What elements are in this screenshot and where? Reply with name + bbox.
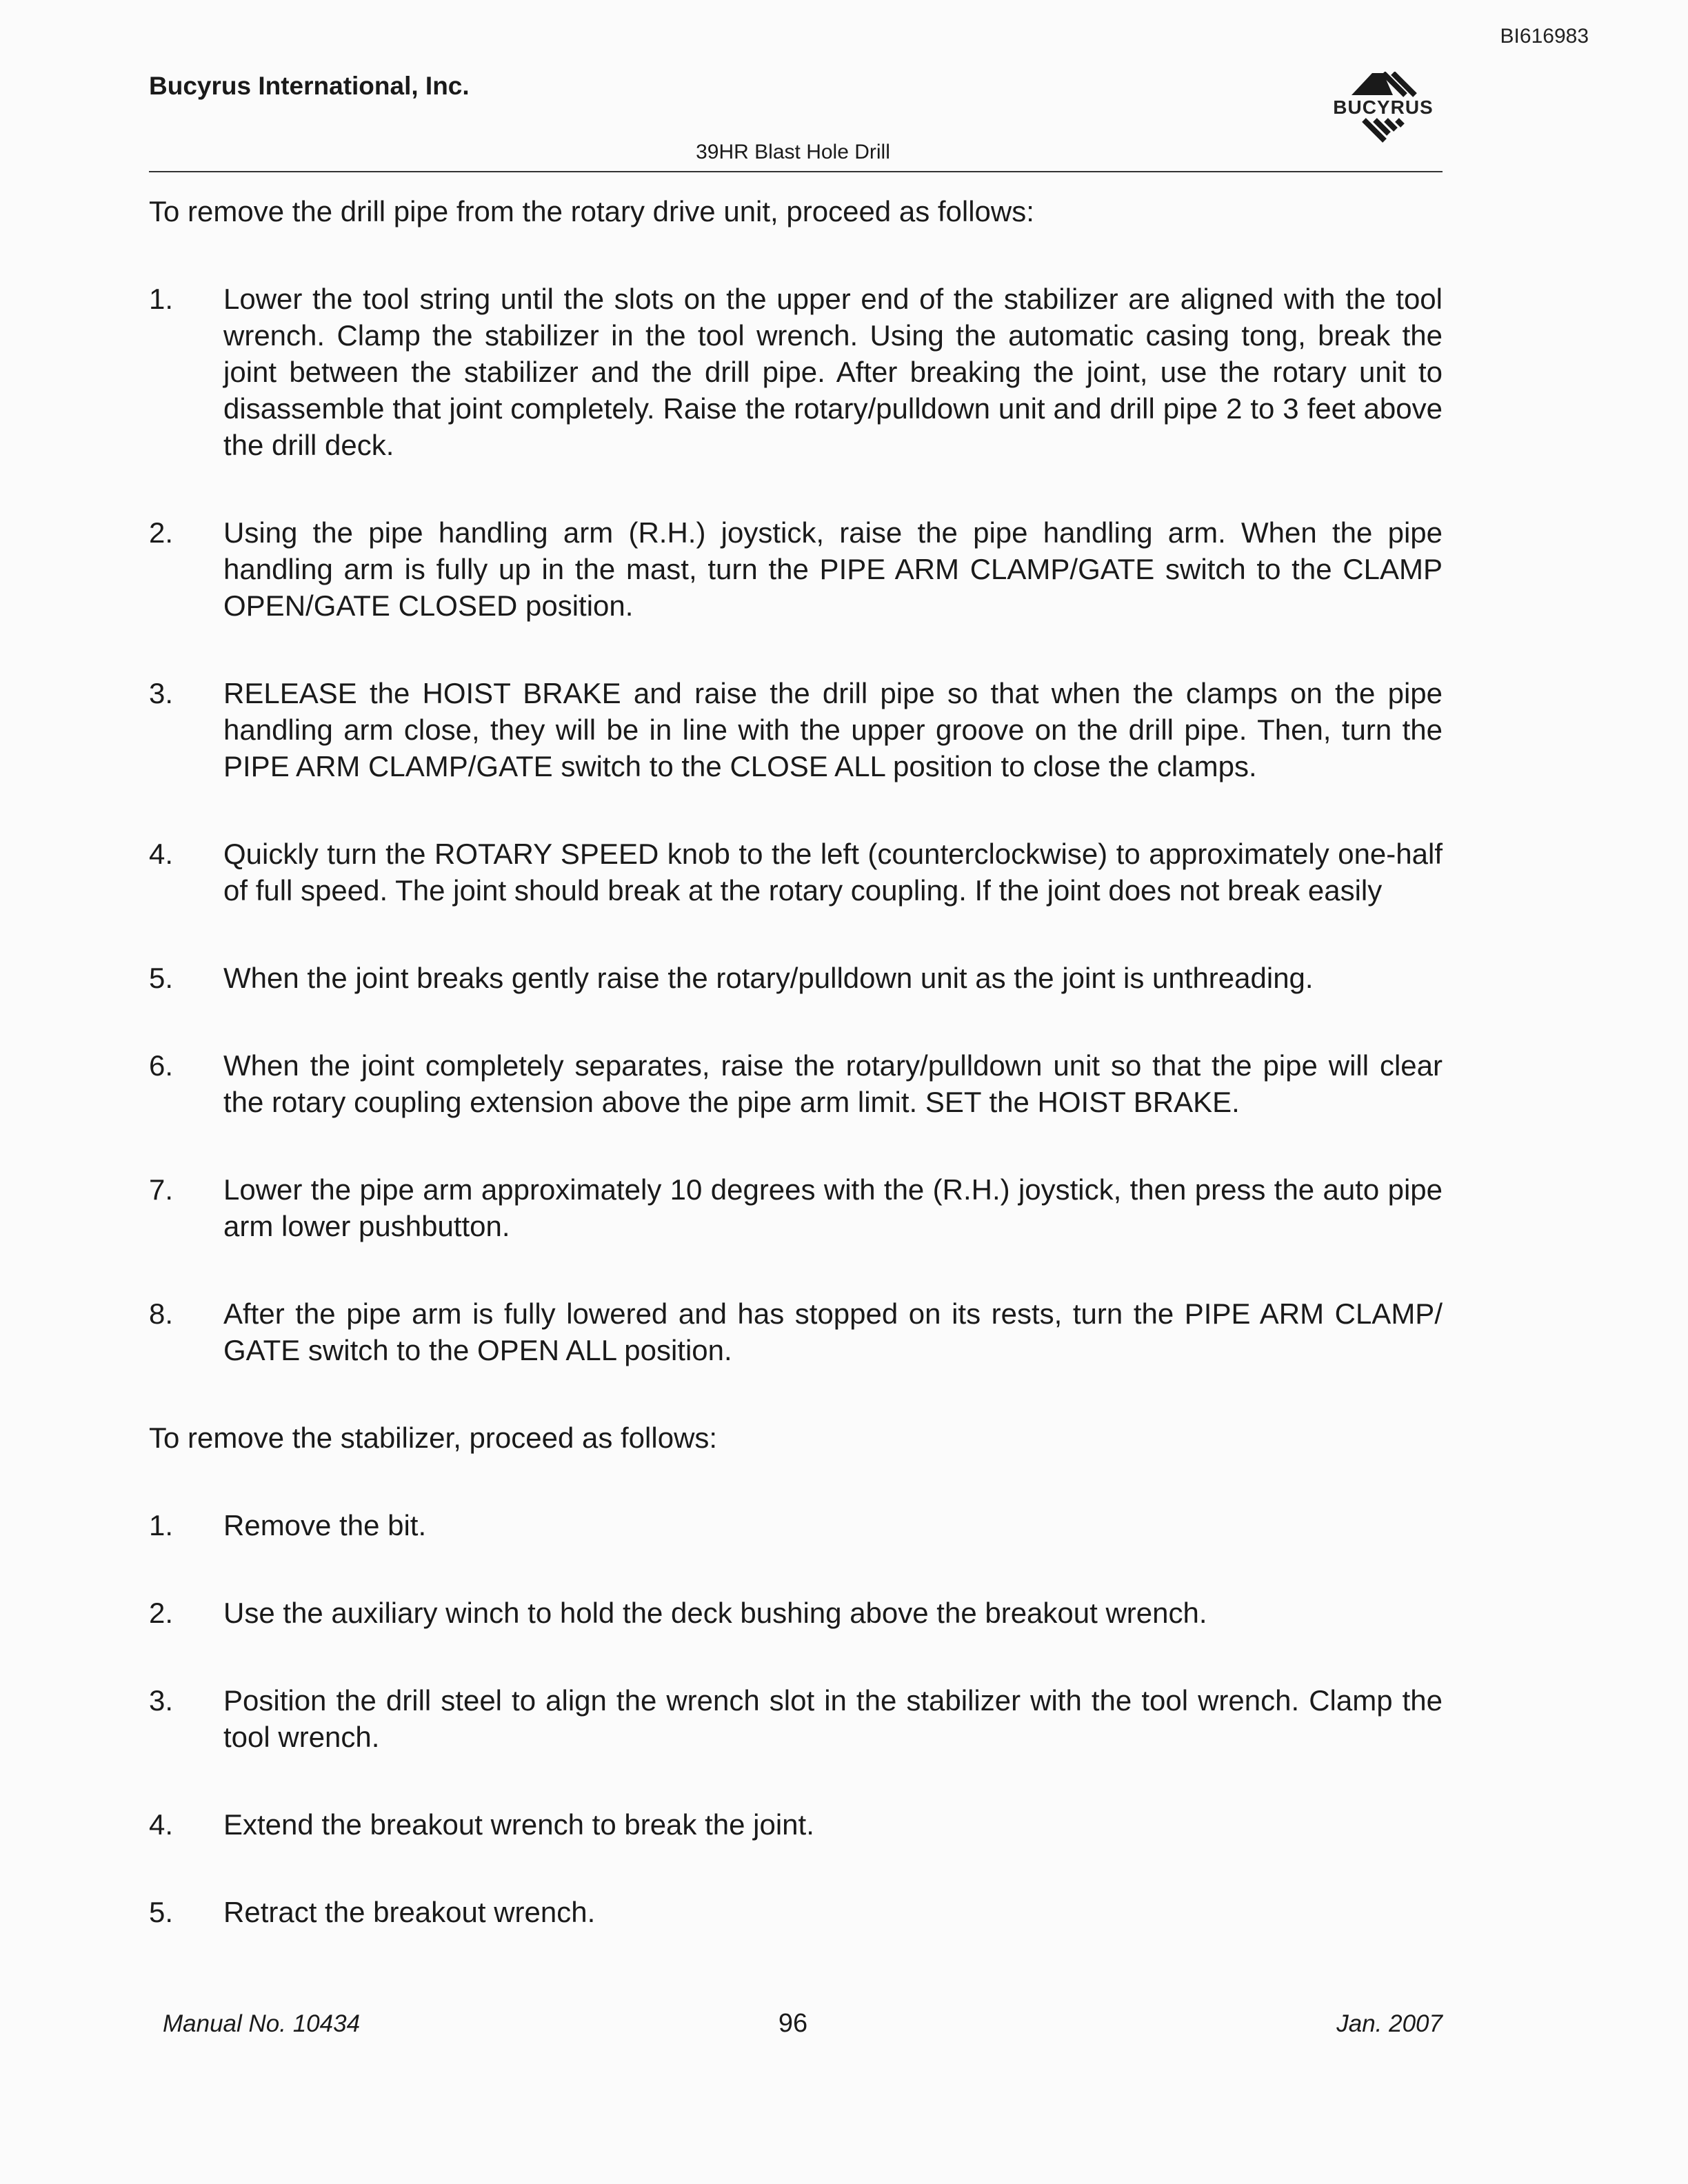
- section1-step: [149, 514, 1443, 624]
- step-text: Remove the bit.: [223, 1509, 427, 1541]
- step-text: Position the drill steel to align the wrench slot in the stabilizer with the tool wrench. Clamp the tool wrench.: [223, 1684, 1443, 1753]
- step-number: 2.: [149, 516, 174, 549]
- step-number: 4.: [149, 838, 174, 870]
- step-text: RELEASE the HOIST BRAKE and raise the drill pipe so that when the clamps on the pipe handling arm close, they will be in line with the upper groove on the drill pipe. Then, turn the PIPE ARM CLAMP/GATE switch to the CLOSE ALL position to close the clamps.: [223, 677, 1443, 782]
- section2-intro: To remove the stabilizer, proceed as follows:: [149, 1422, 718, 1454]
- step-number: 6.: [149, 1049, 174, 1082]
- step-number: 5.: [149, 1896, 174, 1928]
- step-text: After the pipe arm is fully lowered and has stopped on its rests, turn the PIPE ARM CLAMP/ GATE switch to the OPEN ALL position.: [223, 1297, 1443, 1366]
- step-text: Extend the breakout wrench to break the joint.: [223, 1808, 814, 1841]
- page-number: 96: [778, 2009, 808, 2038]
- section1-step: [149, 281, 1443, 463]
- section1-step: [149, 675, 1443, 785]
- step-text: Lower the pipe arm approximately 10 degrees with the (R.H.) joystick, then press the auto pipe arm lower pushbutton.: [223, 1173, 1443, 1242]
- section1-step: [149, 836, 1443, 909]
- section2-step: [149, 1682, 1443, 1755]
- step-text: Lower the tool string until the slots on the upper end of the stabilizer are aligned with the tool wrench. Clamp the stabilizer in the tool wrench. Using the automatic casing tong, break the joint between the stabilizer and the drill pipe. After breaking the joint, use the rotary unit to disassemble that joint completely. Raise the rotary/pulldown unit and drill pipe 2 to 3 feet above the drill deck.: [223, 283, 1443, 461]
- step-text: Using the pipe handling arm (R.H.) joystick, raise the pipe handling arm. When the pipe handling arm is fully up in the mast, turn the PIPE ARM CLAMP/GATE switch to the CLAMP OPEN/GATE CLOSED position.: [223, 516, 1443, 622]
- step-number: 4.: [149, 1808, 174, 1841]
- document-id: BI616983: [1500, 25, 1589, 48]
- document-body: [149, 193, 1443, 1981]
- section1-intro: To remove the drill pipe from the rotary drive unit, proceed as follows:: [149, 195, 1034, 228]
- manual-number: Manual No. 10434: [163, 2010, 361, 2037]
- step-number: 1.: [149, 283, 174, 315]
- section2-step: [149, 1595, 1443, 1631]
- page-subtitle: 39HR Blast Hole Drill: [696, 141, 890, 163]
- section1-step: [149, 1295, 1443, 1368]
- section2-step: [149, 1507, 1443, 1544]
- section1-step: [149, 1171, 1443, 1244]
- step-text: When the joint completely separates, raise the rotary/pulldown unit so that the pipe will clear the rotary coupling extension above the pipe arm limit. SET the HOIST BRAKE.: [223, 1049, 1443, 1118]
- step-number: 5.: [149, 962, 174, 994]
- step-number: 3.: [149, 1684, 174, 1717]
- step-text: Quickly turn the ROTARY SPEED knob to the left (counterclockwise) to approximately one-half of full speed. The joint should break at the rotary coupling. If the joint does not break easily: [223, 838, 1443, 907]
- step-text: Retract the breakout wrench.: [223, 1896, 596, 1928]
- step-number: 7.: [149, 1173, 174, 1206]
- step-number: 3.: [149, 677, 174, 709]
- step-text: Use the auxiliary winch to hold the deck bushing above the breakout wrench.: [223, 1597, 1207, 1629]
- step-number: 1.: [149, 1509, 174, 1541]
- step-number: 8.: [149, 1297, 174, 1330]
- section1-step: [149, 1047, 1443, 1120]
- step-text: When the joint breaks gently raise the rotary/pulldown unit as the joint is unthreading.: [223, 962, 1314, 994]
- publication-date: Jan. 2007: [1336, 2010, 1443, 2037]
- logo-wordmark: BUCYRUS: [1333, 97, 1434, 118]
- step-number: 2.: [149, 1597, 174, 1629]
- header-divider: [149, 171, 1443, 172]
- section2-step: [149, 1894, 1443, 1930]
- bucyrus-logo: [1324, 72, 1443, 149]
- section2-step: [149, 1806, 1443, 1843]
- section1-step: [149, 960, 1443, 996]
- company-name: Bucyrus International, Inc.: [149, 72, 470, 100]
